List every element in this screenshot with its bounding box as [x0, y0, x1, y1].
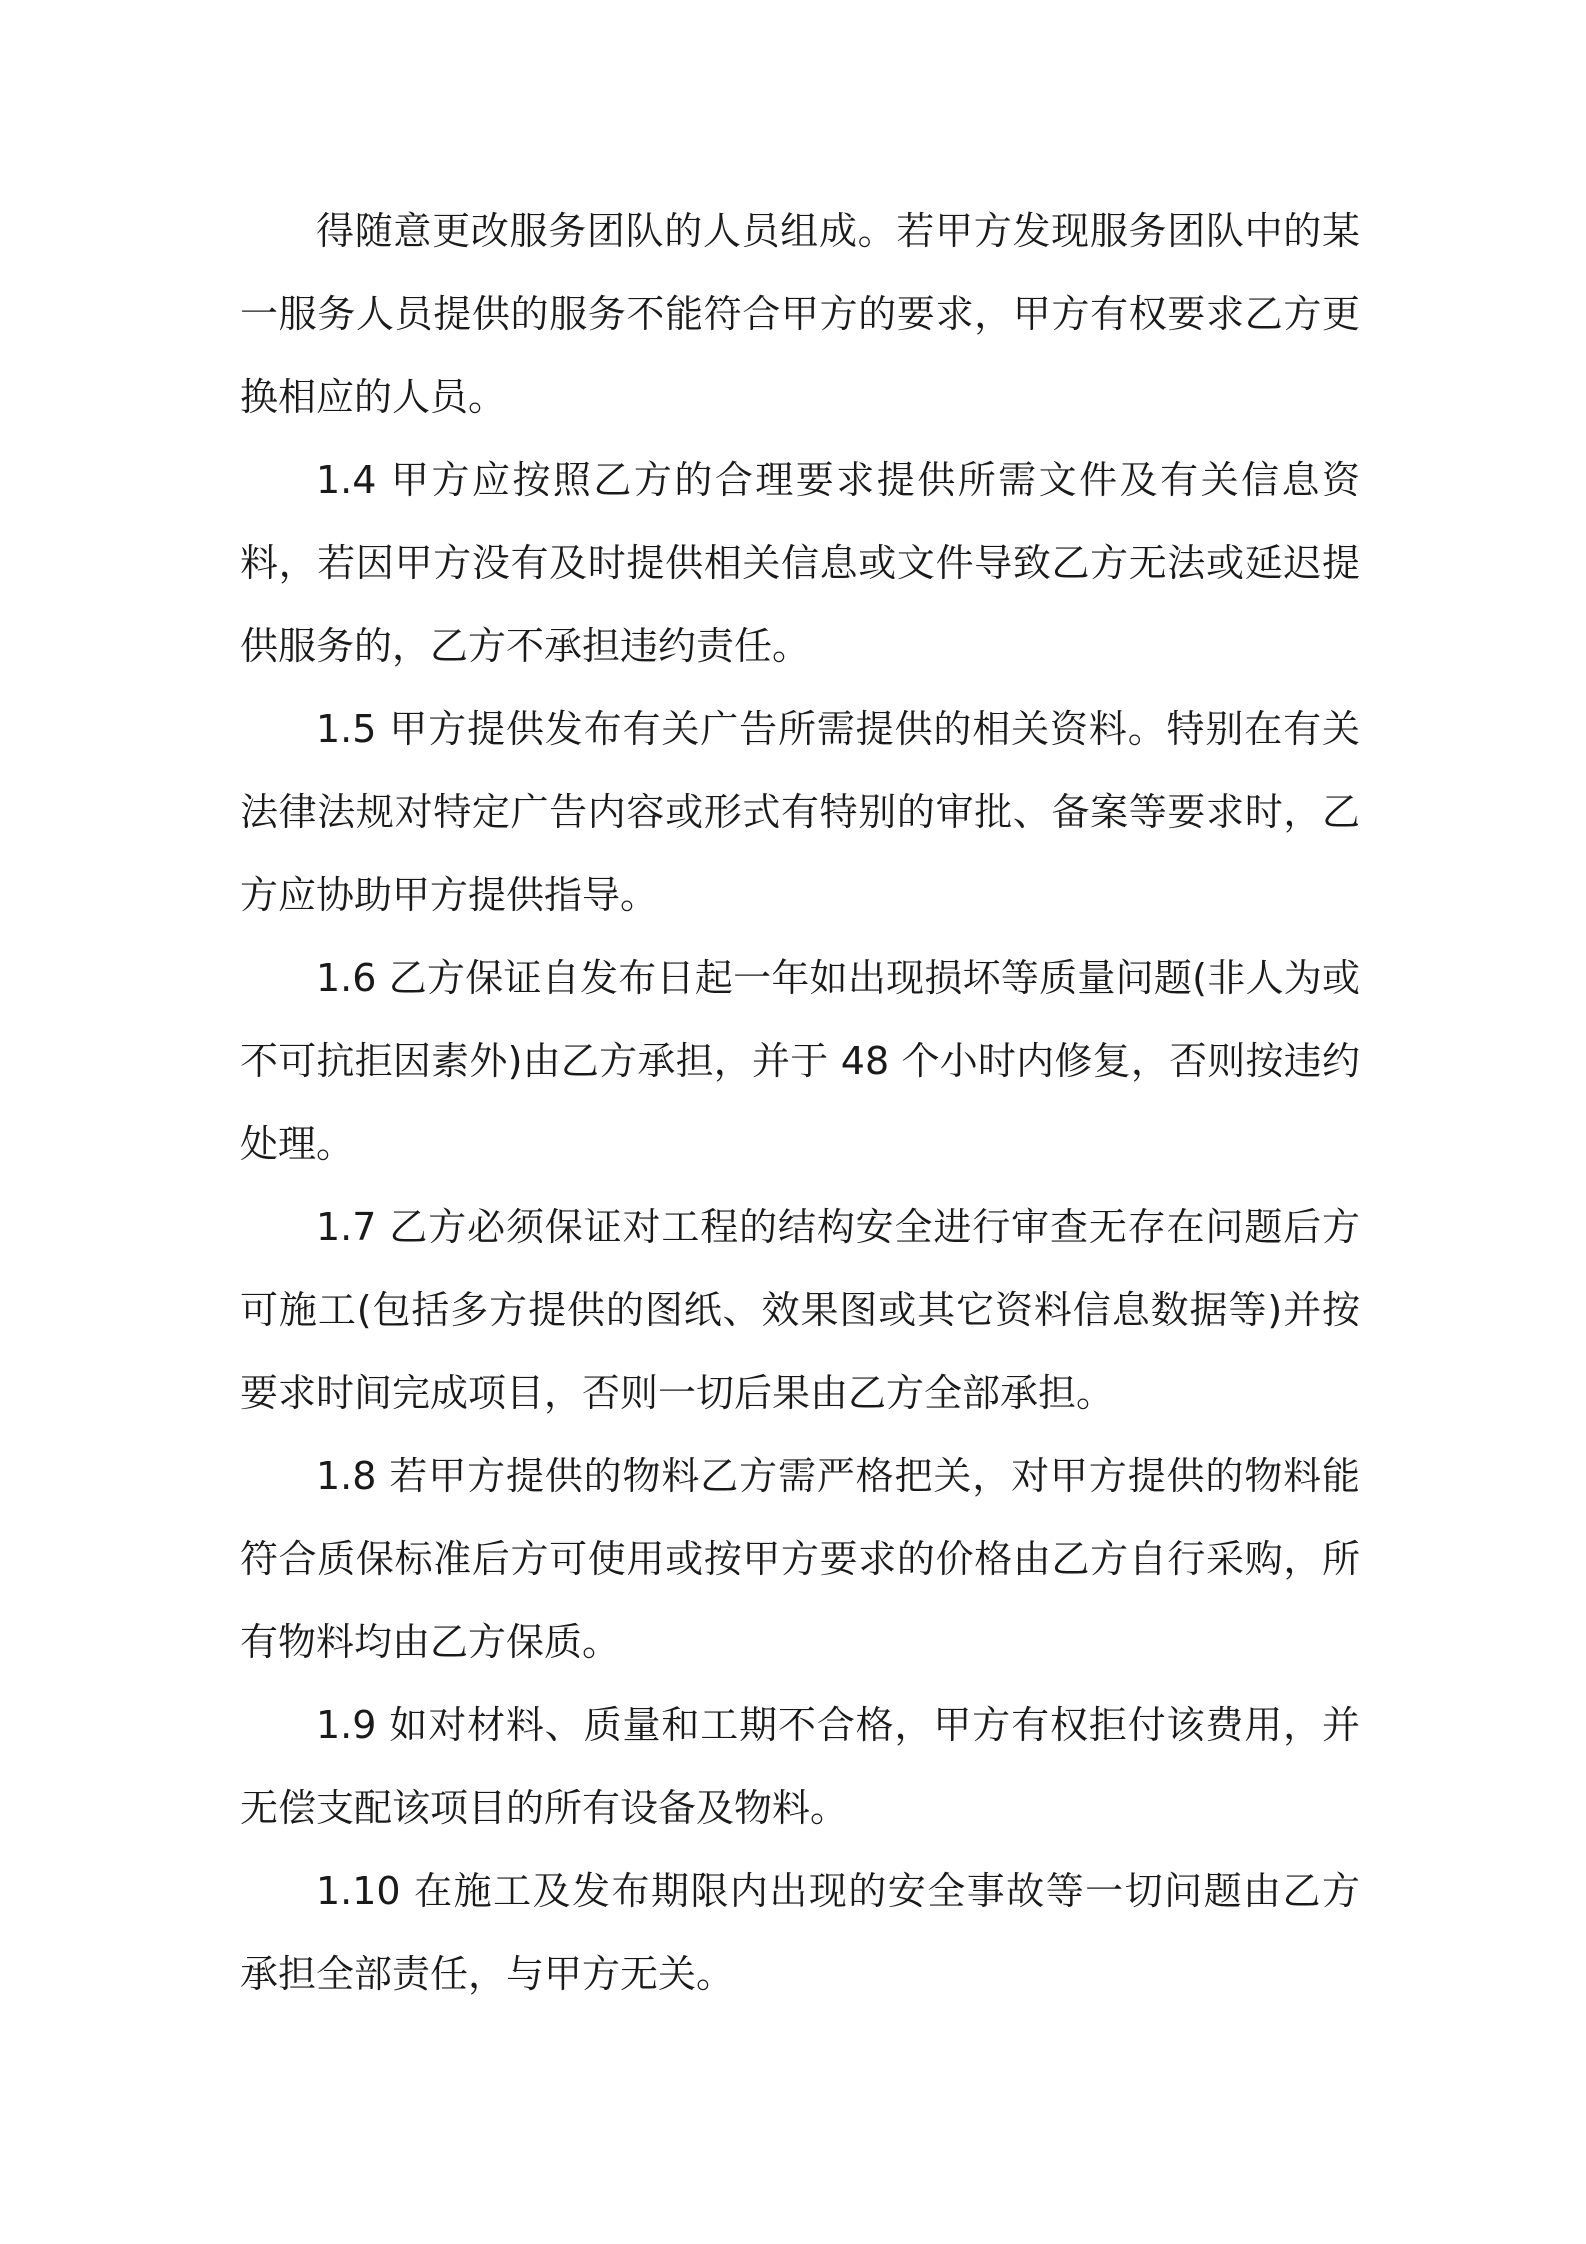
paragraph-clause-1-6: 1.6 乙方保证自发布日起一年如出现损坏等质量问题(非人为或不可抗拒因素外)由乙方承担，并于 48 个小时内修复，否则按违约处理。 [240, 956, 1360, 1166]
paragraph-clause-1-10: 1.10 在施工及发布期限内出现的安全事故等一切问题由乙方承担全部责任，与甲方无关。 [240, 1869, 1360, 1996]
paragraph-clause-1-7: 1.7 乙方必须保证对工程的结构安全进行审查无存在问题后方可施工(包括多方提供的图纸、效果图或其它资料信息数据等)并按要求时间完成项目，否则一切后果由乙方全部承担。 [240, 1205, 1360, 1415]
paragraph-clause-1-4: 1.4 甲方应按照乙方的合理要求提供所需文件及有关信息资料，若因甲方没有及时提供相关信息或文件导致乙方无法或延迟提供服务的，乙方不承担违约责任。 [240, 458, 1360, 668]
paragraph-clause-1-5: 1.5 甲方提供发布有关广告所需提供的相关资料。特别在有关法律法规对特定广告内容或形式有特别的审批、备案等要求时，乙方应协助甲方提供指导。 [240, 707, 1360, 917]
document-body [240, 190, 1360, 2016]
paragraph-clause-1-9: 1.9 如对材料、质量和工期不合格，甲方有权拒付该费用，并无偿支配该项目的所有设备及物料。 [240, 1703, 1360, 1830]
paragraph-clause-1-8: 1.8 若甲方提供的物料乙方需严格把关，对甲方提供的物料能符合质保标准后方可使用或按甲方要求的价格由乙方自行采购，所有物料均由乙方保质。 [240, 1454, 1360, 1664]
paragraph-continuation: 得随意更改服务团队的人员组成。若甲方发现服务团队中的某一服务人员提供的服务不能符合甲方的要求，甲方有权要求乙方更换相应的人员。 [240, 209, 1360, 419]
